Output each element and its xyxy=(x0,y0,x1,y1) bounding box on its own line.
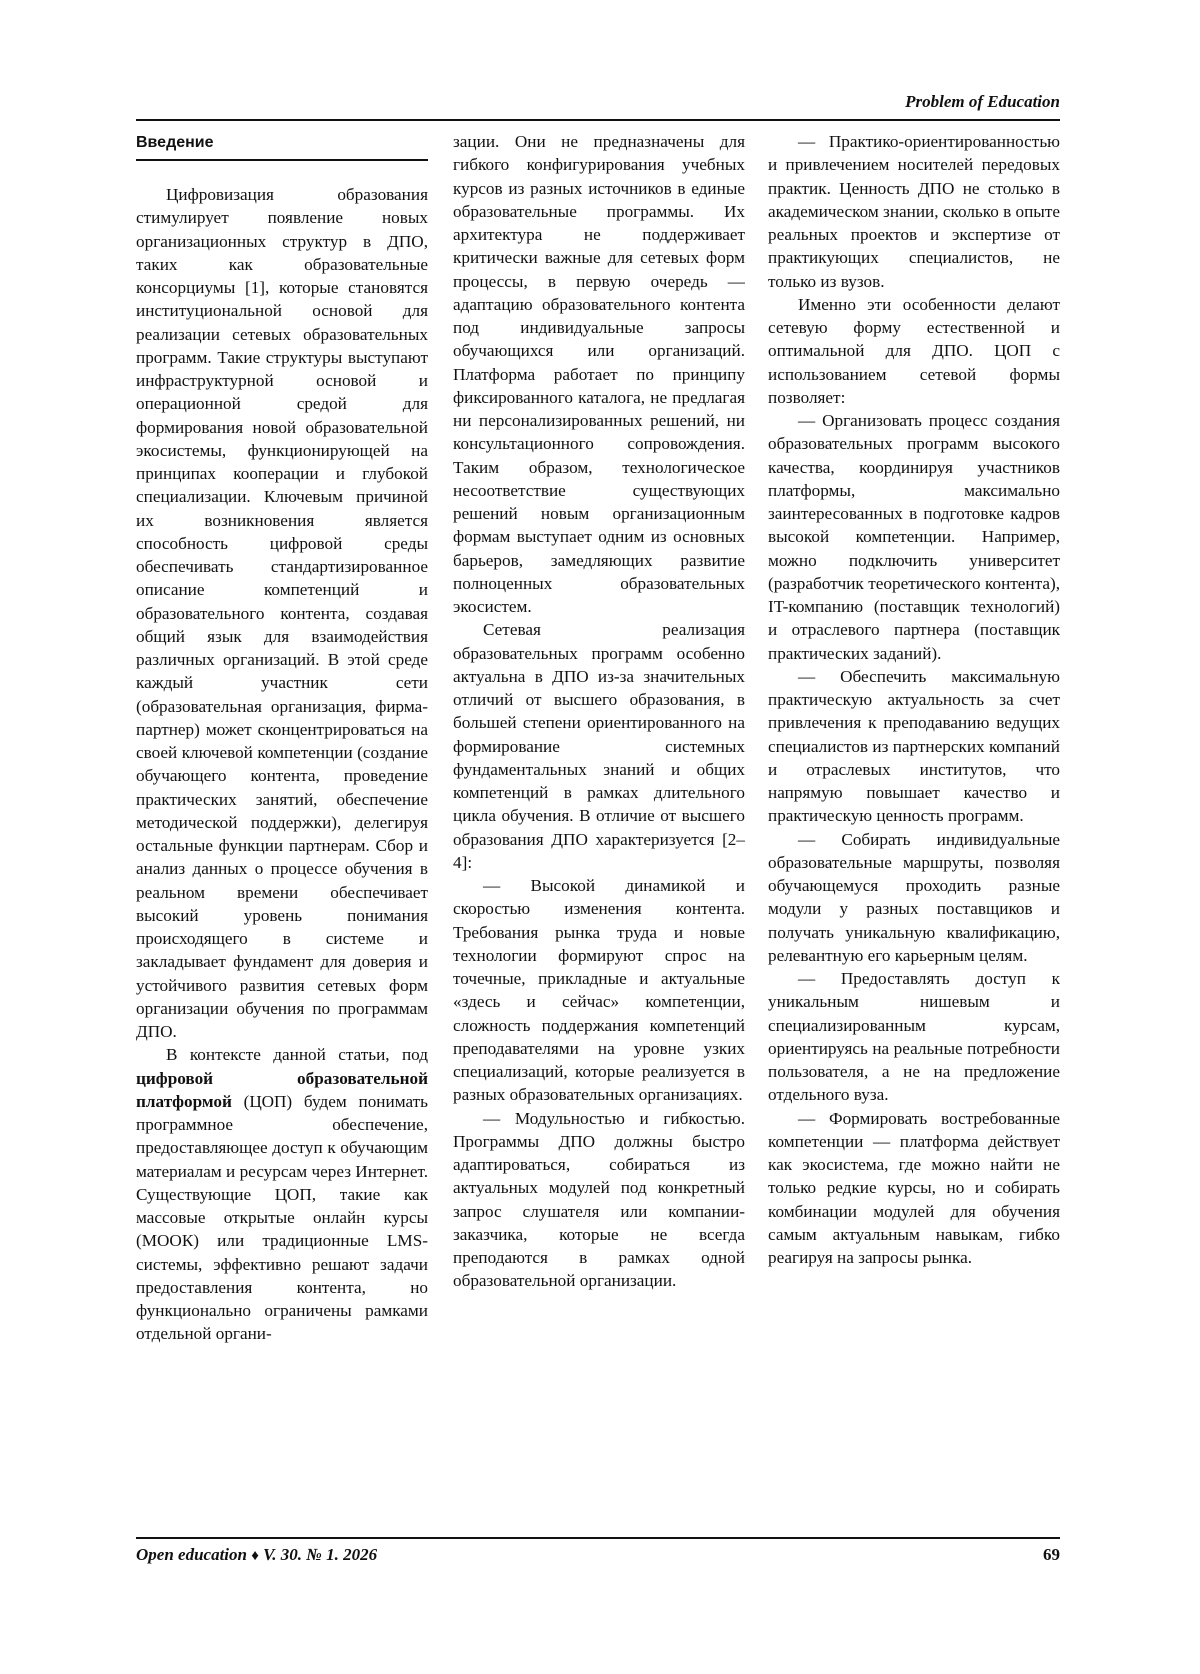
header-rule xyxy=(136,119,1060,121)
page-number: 69 xyxy=(1043,1545,1060,1564)
list-item: — Обеспечить максимальную практическую актуальность за счет привлечения к преподаванию ведущих специалистов из партнерских компаний и отраслевых институтов, что напрямую повышает качество и практическую ценность программ. xyxy=(768,666,1060,826)
text-span: (ЦОП) будем понимать программное обеспечение, предоставляющее доступ к обучающим материалам и ресурсам через Интернет. Существующие ЦОП, такие как массовые открытые онлайн курсы (МООК) или традиционные LMS-системы, эффективно решают задачи предоставления контента, но функционально ограничены рамками отдельной органи- xyxy=(136,1091,428,1344)
paragraph-definition xyxy=(136,1043,428,1345)
paragraph: Именно эти особенности делают сетевую форму естественной и оптимальной для ДПО. ЦОП с использованием сетевой формы позволяет: xyxy=(768,294,1060,407)
journal-name: Open education xyxy=(136,1545,247,1564)
paragraph-continued: зации. Они не предназначены для гибкого конфигурирования учебных курсов из разных источников в единые образовательные программы. Их архитектура не поддерживает критически важные для сетевых форм процессы, в первую очередь — адаптацию образовательного контента под индивидуальные запросы обучающихся или организаций. Платформа работает по принципу фиксированного каталога, не предлагая ни персонализированных решений, ни консультационного сопровождения. Таким образом, технологическое несоответствие существующих решений новым организационным формам выступает одним из основных барьеров, замедляющих развитие полноценных образовательных экосистем. xyxy=(453,132,745,616)
text-column-2 xyxy=(453,130,745,1530)
text-column-1 xyxy=(136,130,428,1530)
list-item: — Предоставлять доступ к уникальным нишевым и специализированным курсам, ориентируясь на реальные потребности пользователя, а не на предложение отдельного вуза. xyxy=(768,969,1060,1105)
section-heading: Введение xyxy=(136,130,428,161)
footer-rule xyxy=(136,1537,1060,1539)
list-item: — Формировать востребованные компетенции — платформа действует как экосистема, где можно найти не только редкие курсы, но и собирать комбинации модулей для обучения самым актуальным навыкам, гибко реагируя на запросы рынка. xyxy=(768,1108,1060,1267)
text-column-3 xyxy=(768,130,1060,1530)
text-span: В контексте данной статьи, под xyxy=(166,1045,428,1065)
bold-term: цифровой образовательной платформой xyxy=(136,1068,428,1111)
list-item: — Модульностью и гибкостью. Программы ДПО должны быстро адаптироваться, собираться из актуальных модулей под конкретный запрос слушателя или компании-заказчика, которые не всегда преподаются в рамках одной образовательной организации. xyxy=(453,1108,745,1291)
list-item: — Собирать индивидуальные образовательные маршруты, позволяя обучающемуся проходить разные модули у разных поставщиков и получать уникальную квалификацию, релевантную его карьерным целям. xyxy=(768,829,1060,965)
footer-journal-info xyxy=(136,1545,377,1565)
list-item: — Высокой динамикой и скоростью изменения контента. Требования рынка труда и новые технологии формируют спрос на точечные, прикладные и актуальные «здесь и сейчас» компетенции, сложность поддержания компетенций преподавателями на уровне узких специализаций, которые реализуется в разных образовательных организациях. xyxy=(453,876,745,1105)
list-item: — Организовать процесс создания образовательных программ высокого качества, координируя участников платформы, максимально заинтересованных в подготовке кадров высокой компетенции. Например, можно подключить университет (разработчик теоретического контента), IT-компанию (поставщик технологий) и отраслевого партнера (поставщик практических заданий). xyxy=(768,411,1060,663)
list-item: — Практико-ориентированностью и привлечением носителей передовых практик. Ценность ДПО не столько в академическом знании, сколько в опыте реальных проектов и экспертизе от практикующих специалистов, не только из вузов. xyxy=(768,132,1060,291)
paragraph: Сетевая реализация образовательных программ особенно актуальна в ДПО из-за значительных отличий от высшего образования, в большей степени ориентированного на формирование системных фундаментальных знаний и общих компетенций в рамках длительного цикла обучения. В отличие от высшего образования ДПО характеризуется [2–4]: xyxy=(453,620,745,872)
paragraph: Цифровизация образования стимулирует появление новых организационных структур в ДПО, таких как образовательные консорциумы [1], которые становятся институциональной основой для реализации сетевых образовательных программ. Такие структуры выступают инфраструктурной основой и операционной средой для формирования новой образовательной экосистемы, функционирующей на принципах кооперации и глубокой специализации. Ключевым причиной их возникновения является способность цифровой среды обеспечивать стандартизированное описание компетенций и образовательного контента, создавая общий язык для взаимодействия различных организаций. В этой среде каждый участник сети (образовательная организация, фирма-партнер) может сконцентрироваться на своей ключевой компетенции (создание обучающего контента, проведение практических занятий, обеспечение методической поддержки), делегируя остальные функции партнерам. Сбор и анализ данных о процессе обучения в реальном времени обеспечивает высокий уровень понимания происходящего в системе и закладывает фундамент для доверия и устойчивого развития сетевых форм организации обучения по программам ДПО. xyxy=(136,185,428,1041)
running-head-title: Problem of Education xyxy=(905,92,1060,111)
journal-volume: V. 30. № 1. 2026 xyxy=(263,1545,378,1564)
diamond-separator-icon: ♦ xyxy=(251,1548,259,1564)
